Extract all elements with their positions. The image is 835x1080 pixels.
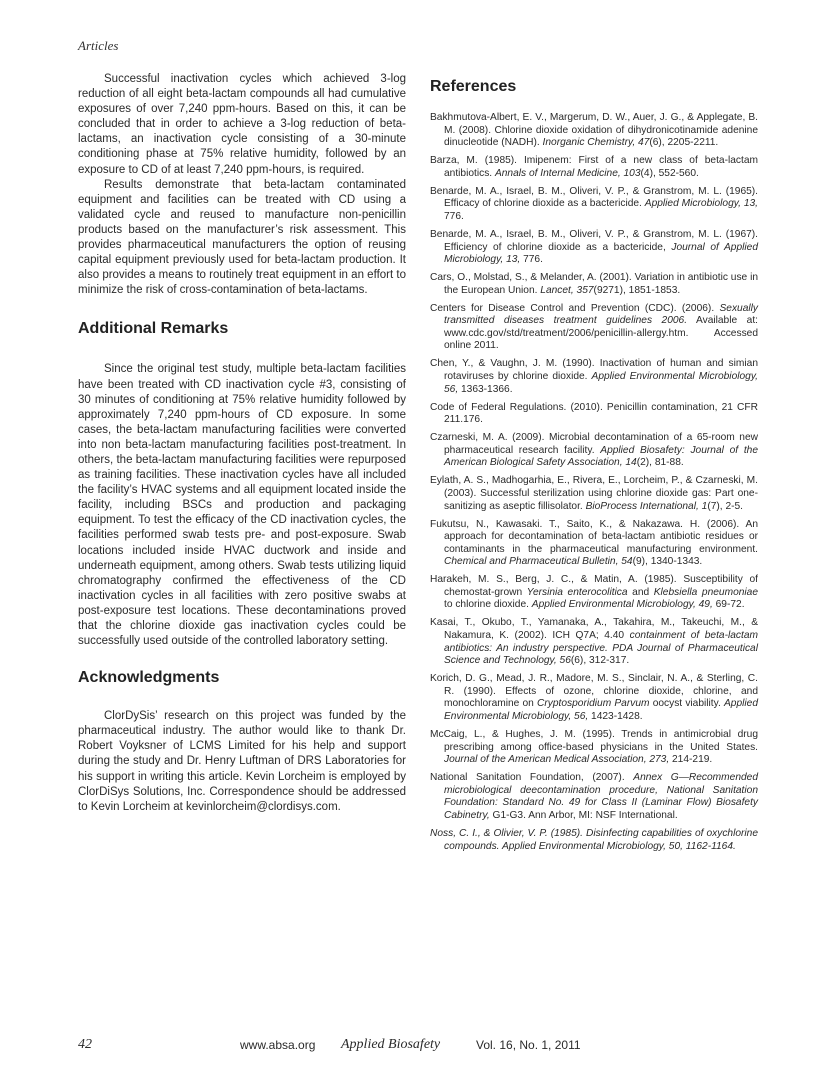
reference-item: National Sanitation Foundation, (2007). Annex G—Recommended microbiological deecontamination procedure, National Sanitation Foundation: Standard No. 49 for Class II (Laminar Flow) Biosafety Cabinetry, G1-G3. Ann Arbor, MI: NSF International. — [430, 772, 758, 821]
reference-item: Cars, O., Molstad, S., & Melander, A. (2001). Variation in antibiotic use in the European Union. Lancet, 357(9271), 1851-1853. — [430, 272, 758, 296]
reference-item: Bakhmutova-Albert, E. V., Margerum, D. W., Auer, J. G., & Applegate, B. M. (2008). Chlorine dioxide oxidation of dihydronicotinamide adenine dinucleotide (NADH). Inorganic Chemistry, 47(6), 2205-2211. — [430, 112, 758, 149]
reference-item: Korich, D. G., Mead, J. R., Madore, M. S., Sinclair, N. A., & Sterling, C. R. (1990). Effects of ozone, chlorine dioxide, chlorine, and monochloramine on Cryptosporidium Parvum oocyst viability. Applied Environmental Microbiology, 56, 1423-1428. — [430, 673, 758, 723]
reference-item: Fukutsu, N., Kawasaki. T., Saito, K., & Nakazawa. H. (2006). An approach for decontamination of beta-lactam antibiotic residues or contaminants in the pharmaceutical manufacturing environment. Chemical and Pharmaceutical Bulletin, 54(9), 1340-1343. — [430, 518, 758, 568]
body-paragraph: Successful inactivation cycles which achieved 3-log reduction of all eight beta-lactam compounds all had cumulative exposures of over 7,240 ppm-hours. Based on this, it can be concluded that in order to achieve a 3-log reduction of beta-lactams, an inactivation cycle consisting of a 30-minute conditioning phase at 75% relative humidity, followed by an exposure to CD of at least 7,240 ppm-hours, is required. — [78, 73, 406, 176]
reference-item: Noss, C. I., & Olivier, V. P. (1985). Disinfecting capabilities of oxychlorine compounds. Applied Environmental Microbiology, 50, 1162-1164. — [430, 827, 758, 852]
reference-item: Benarde, M. A., Israel, B. M., Oliveri, V. P., & Granstrom, M. L. (1965). Efficacy of chlorine dioxide as a bactericide. Applied Microbiology, 13, 776. — [430, 185, 758, 222]
reference-item: Code of Federal Regulations. (2010). Penicillin contamination, 21 CFR 211.176. — [430, 401, 758, 426]
footer-journal-name: Applied Biosafety — [341, 1037, 441, 1052]
reference-item: Kasai, T., Okubo, T., Yamanaka, A., Takahira, M., Takeuchi, M., & Nakamura, K. (2002). ICH Q7A; 4.40 containment of beta-lactam antibiotics: An industry perspective. PDA Journal of Pharmaceutical Science and Technology, 56(6), 312-317. — [430, 617, 758, 667]
footer-website-link[interactable]: www.absa.org — [240, 1038, 316, 1052]
footer-volume: Vol. 16, No. 1, 2011 — [476, 1038, 581, 1052]
left-column — [78, 72, 406, 815]
section-heading-references: References — [430, 78, 517, 95]
section-heading-acknowledgments: Acknowledgments — [78, 669, 220, 687]
reference-item: Czarneski, M. A. (2009). Microbial decontamination of a 65-room new pharmaceutical research facility. Applied Biosafety: Journal of the American Biological Safety Association, 14(2), 81-88. — [430, 432, 758, 469]
right-column — [430, 72, 758, 859]
page-number: 42 — [78, 1037, 92, 1052]
reference-item: Benarde, M. A., Israel, B. M., Oliveri, V. P., & Granstrom, M. L. (1967). Efficiency of chlorine dioxide as a bactericide, Journal of Applied Microbiology, 13, 776. — [430, 228, 758, 266]
reference-item: Centers for Disease Control and Prevention (CDC). (2006). Sexually transmitted diseases treatment guidelines 2006. Available at: www.cdc.gov/std/treatment/2006/penicillin-allergy.htm. Accessed online 2011. — [430, 302, 758, 352]
reference-item: Eylath, A. S., Madhogarhia, E., Rivera, E., Lorcheim, P., & Czarneski, M. (2003). Successful sterilization using chlorine dioxide gas: Part one-sanitizing as aseptic fillisolator. BioProcess International, 1(7), 2-5. — [430, 475, 758, 512]
reference-item: Chen, Y., & Vaughn, J. M. (1990). Inactivation of human and simian rotaviruses by chlorine dioxide. Applied Environmental Microbiology, 56, 1363-1366. — [430, 358, 758, 395]
running-head: Articles — [78, 38, 119, 53]
reference-item: Harakeh, M. S., Berg, J. C., & Matin, A. (1985). Susceptibility of chemostat-grown Yersinia enterocolitica and Klebsiella pneumoniae to chlorine dioxide. Applied Environmental Microbiology, 49, 69-72. — [430, 574, 758, 611]
body-paragraph: Results demonstrate that beta-lactam contaminated equipment and facilities can be treated with CD using a validated cycle and reused to manufacture non-penicillin products based on the manufacturer’s risk assessment. This provides pharmaceutical manufacturers the option of reusing capital equipment previously used for beta-lactam production. It also provides a means to routinely treat equipment in an effort to minimize the risk of cross-contamination of beta-lactams. — [78, 178, 406, 297]
reference-item: McCaig, L., & Hughes, J. M. (1995). Trends in antimicrobial drug prescribing among office-based physicians in the United States. Journal of the American Medical Association, 273, 214-219. — [430, 729, 758, 766]
reference-list — [430, 112, 758, 853]
body-paragraph: Since the original test study, multiple beta-lactam facilities have been treated with CD inactivation cycle #3, consisting of 30 minutes of conditioning at 75% relative humidity followed by approximately 7,240 ppm-hours of CD exposure. In some cases, the beta-lactam manufacturing facilities were converted into non beta-lactam manufacturing facilities post-treatment. In others, the beta-lactam manufacturing facilities were repurposed as training facilities. These inactivation cycles have all included the facility’s HVAC systems and all equipment located inside the facility, including BSCs and production and packaging equipment. To test the efficacy of the CD inactivation cycles, the facilities performed swab tests pre- and post-exposure. Swab locations included inside HVAC ductwork and inside and underneath equipment, among others. Swab tests utilizing liquid chromatography confirmed the effectiveness of the CD inactivation cycles in all facilities with zero positive swabs at post-exposure test locations. These decontaminations proved that the chlorine dioxide gas inactivation cycles could be successfully used outside of the controlled laboratory setting. — [78, 363, 406, 648]
section-heading-additional-remarks: Additional Remarks — [78, 320, 229, 338]
body-paragraph: ClorDySis’ research on this project was funded by the pharmaceutical industry. The author would like to thank Dr. Robert Voyksner of LCMS Limited for his help and support during the study and Dr. Henry Luftman of DRS Laboratories for his support in writing this article. Kevin Lorcheim is employed by ClorDiSys Solutions, Inc. Correspondence should be addressed to Kevin Lorcheim at kevinlorcheim@clordisys.com. — [78, 710, 406, 813]
reference-item: Barza, M. (1985). Imipenem: First of a new class of beta-lactam antibiotics. Annals of Internal Medicine, 103(4), 552-560. — [430, 155, 758, 179]
